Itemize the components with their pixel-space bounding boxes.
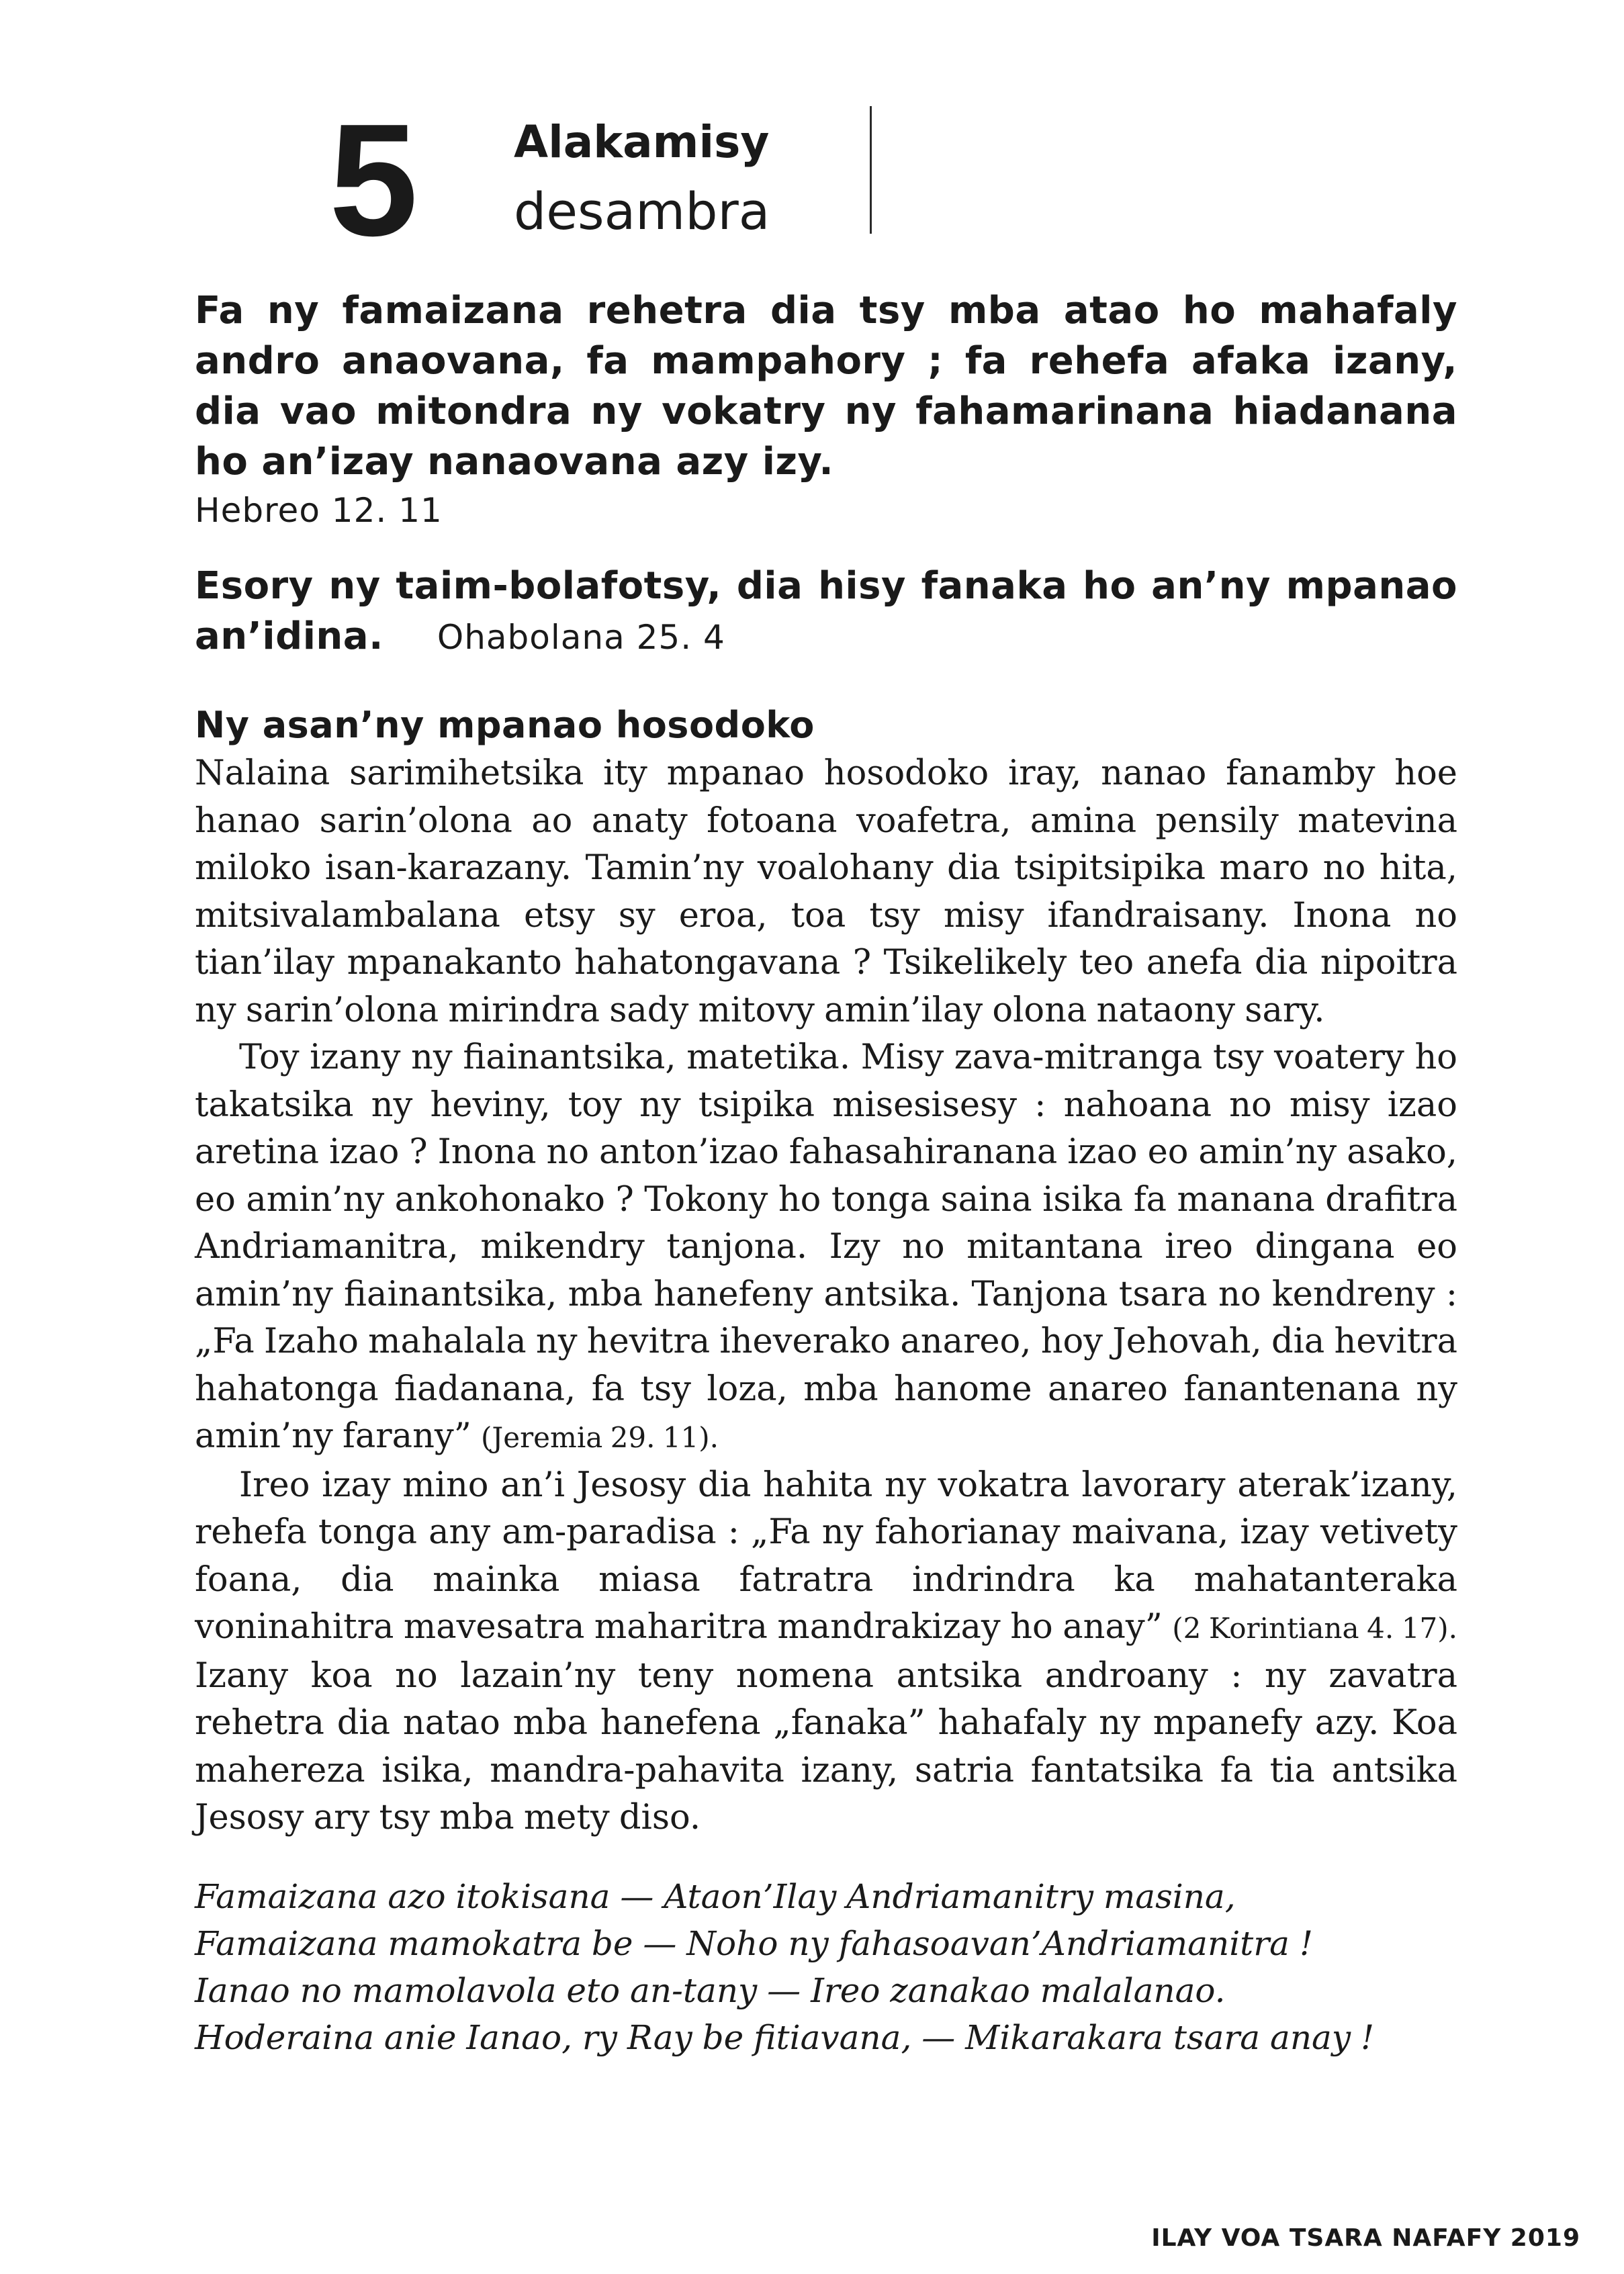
paragraph-text: Toy izany ny fiainantsika, matetika. Misy zava-mitranga tsy voatery ho takatsika ny heviny, toy ny tsipika misesisesy : nahoana no misy izao aretina izao ? Inona no anton’izao fahasahiranana izao eo amin’ny asako, eo amin’ny ankohonako ? Tokony ho tonga saina isika fa manana drafitra Andriamanitra, mikendry tanjona. Izy no mitantana ireo dingana eo amin’ny fiainantsika, mba hanefeny antsika. Tanjona tsara no kendreny : „Fa Izaho mahalala ny hevitra iheverako anareo, hoy Jehovah, dia hevitra hahatonga fiadanana, fa tsy loza, mba hanome anareo fanantenana ny amin’ny farany” (195, 1038, 1457, 1456)
verse-reference: Ohabolana 25. 4 (437, 618, 725, 657)
scripture-citation: (Jeremia 29. 11). (481, 1421, 719, 1454)
poem-line: Famaizana mamokatra be — Noho ny fahasoavan’Andriamanitra ! (195, 1923, 1313, 1963)
poem (195, 1873, 1457, 2061)
month: desambra (514, 181, 770, 241)
poem-line: Hoderaina anie Ianao, ry Ray be fitiavana, — Mikarakara tsara anay ! (195, 2017, 1375, 2057)
article-title: Ny asan’ny mpanao hosodoko (195, 704, 815, 746)
article-paragraph: Nalaina sarimihetsika ity mpanao hosodoko iray, nanao fanamby hoe hanao sarin’olona ao anaty fotoana voafetra, amina pensily matevina miloko isan-karazany. Tamin’ny voalohany dia tsipitsipika maro no hita, mitsivalambalana etsy sy eroa, toa tsy misy ifandraisany. Inona no tian’ilay mpanakanto hahatongavana ? Tsikelikely teo anefa dia nipoitra ny sarin’olona mirindra sady mitovy amin’ilay olona nataony sary. (195, 754, 1457, 1030)
second-verse (195, 561, 1457, 662)
verse-text: Fa ny famaizana rehetra dia tsy mba atao ho mahafaly andro anaovana, fa mampahory ; fa rehefa afaka izany, dia vao mitondra ny vokatry ny fahamarinana hiadanana ho an’izay nanaovana azy izy. (195, 289, 1457, 484)
paragraph-text: Izany koa no lazain’ny teny nomena antsika androany : ny zavatra rehetra dia natao mba hanefena „fanaka” hahafaly ny mpanefy azy. Koa mahereza isika, mandra-pahavita izany, satria fantatsika fa tia antsika Jesosy ary tsy mba mety diso. (195, 1655, 1457, 1837)
article-paragraph (195, 1462, 1457, 1842)
paragraph-text: Ireo izay mino an’i Jesosy dia hahita ny vokatra lavorary aterak’izany, rehefa tonga any am-paradisa : „Fa ny fahorianay maivana, izay vetivety foana, dia mainka miasa fatratra indrindra ka mahatanteraka voninahitra mavesatra maharitra mandrakizay ho anay” (195, 1465, 1457, 1647)
publication-footer: ILAY VOA TSARA NAFAFY 2019 (1151, 2224, 1580, 2252)
daily-verse (195, 285, 1457, 487)
poem-line: Ianao no mamolavola eto an-tany — Ireo zanakao malalanao. (195, 1970, 1226, 2010)
article-paragraph (195, 1034, 1457, 1462)
page-content (195, 285, 1457, 2061)
verse-text: Esory ny taim-bolafotsy, dia hisy fanaka ho an’ny mpanao an’idina. (195, 564, 1457, 658)
poem-line: Famaizana azo itokisana — Ataon’Ilay Andriamanitry masina, (195, 1876, 1236, 1916)
scripture-citation: (2 Korintiana 4. 17). (1172, 1612, 1457, 1645)
weekday: Alakamisy (514, 116, 770, 168)
date-header (329, 91, 887, 269)
day-number: 5 (329, 91, 416, 269)
verse-reference: Hebreo 12. 11 (195, 491, 443, 530)
date-divider (870, 106, 872, 234)
